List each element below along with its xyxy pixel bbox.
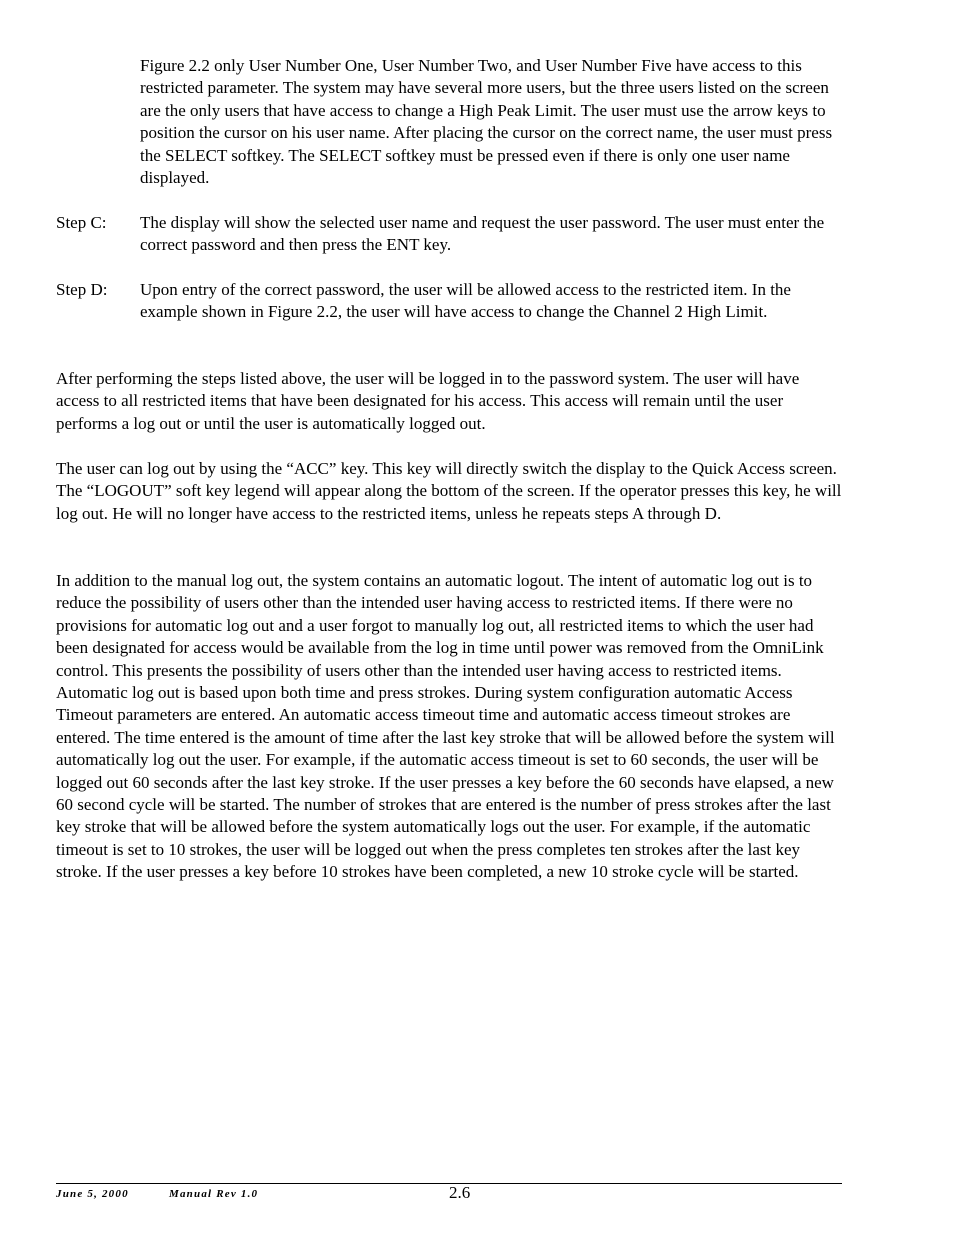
- footer-date: June 5, 2000: [56, 1188, 129, 1200]
- step-c: [56, 212, 846, 257]
- step-d-text: Upon entry of the correct password, the user will be allowed access to the restricted item. In the example shown in Figure 2.2, the user will have access to change the Channel 2 High Limit.: [140, 280, 791, 322]
- page-number: 2.6: [449, 1183, 471, 1202]
- footer-revision: Manual Rev 1.0: [169, 1188, 259, 1200]
- step-c-text: The display will show the selected user name and request the user password. The user must enter the correct password and then press the ENT key.: [140, 213, 825, 255]
- paragraph-log-out: The user can log out by using the “ACC” key. This key will directly switch the display to the Quick Access screen. The “LOGOUT” soft key legend will appear along the bottom of the screen. If the operator presses this key, he will log out. He will no longer have access to the restricted items, unless he repeats steps A through D.: [56, 459, 842, 523]
- step-d-label: Step D:: [56, 280, 108, 299]
- paragraph-logged-in: After performing the steps listed above, the user will be logged in to the password system. The user will have access to all restricted items that have been designated for his access. This access will remain until the user performs a log out or until the user is automatically logged out.: [56, 369, 800, 433]
- step-d: [56, 279, 846, 324]
- paragraph-automatic-logout: In addition to the manual log out, the system contains an automatic logout. The intent of automatic log out is to reduce the possibility of users other than the intended user having access to restricted items. If there were no provisions for automatic log out and a user forgot to manually log out, all restricted items to which the user had been designated for access would be available from the log in time until power was removed from the OmniLink control. This presents the possibility of users other than the intended user having access to restricted items. Automatic log out is based upon both time and press strokes. During system configuration automatic Access Timeout parameters are entered. An automatic access timeout time and automatic access timeout strokes are entered. The time entered is the amount of time after the last key stroke that will be allowed before the system will automatically log out the user. For example, if the automatic access timeout is set to 60 seconds, the user will be logged out 60 seconds after the last key stroke. If the user presses a key before the 60 seconds have elapsed, a new 60 second cycle will be started. The number of strokes that are entered is the number of press strokes after the last key stroke that will be allowed before the system automatically logs out the user. For example, if the automatic timeout is set to 10 strokes, the user will be logged out when the press completes ten strokes after the last key stroke. If the user presses a key before 10 strokes have been completed, a new 10 stroke cycle will be started.: [56, 571, 835, 882]
- continued-paragraph: Figure 2.2 only User Number One, User Number Two, and User Number Five have access to this restricted parameter. The system may have several more users, but the three users listed on the screen are the only users that have access to change a High Peak Limit. The user must use the arrow keys to position the cursor on his user name. After placing the cursor on the correct name, the user must press the SELECT softkey. The SELECT softkey must be pressed even if there is only one user name displayed.: [140, 56, 833, 188]
- step-c-label: Step C:: [56, 213, 107, 232]
